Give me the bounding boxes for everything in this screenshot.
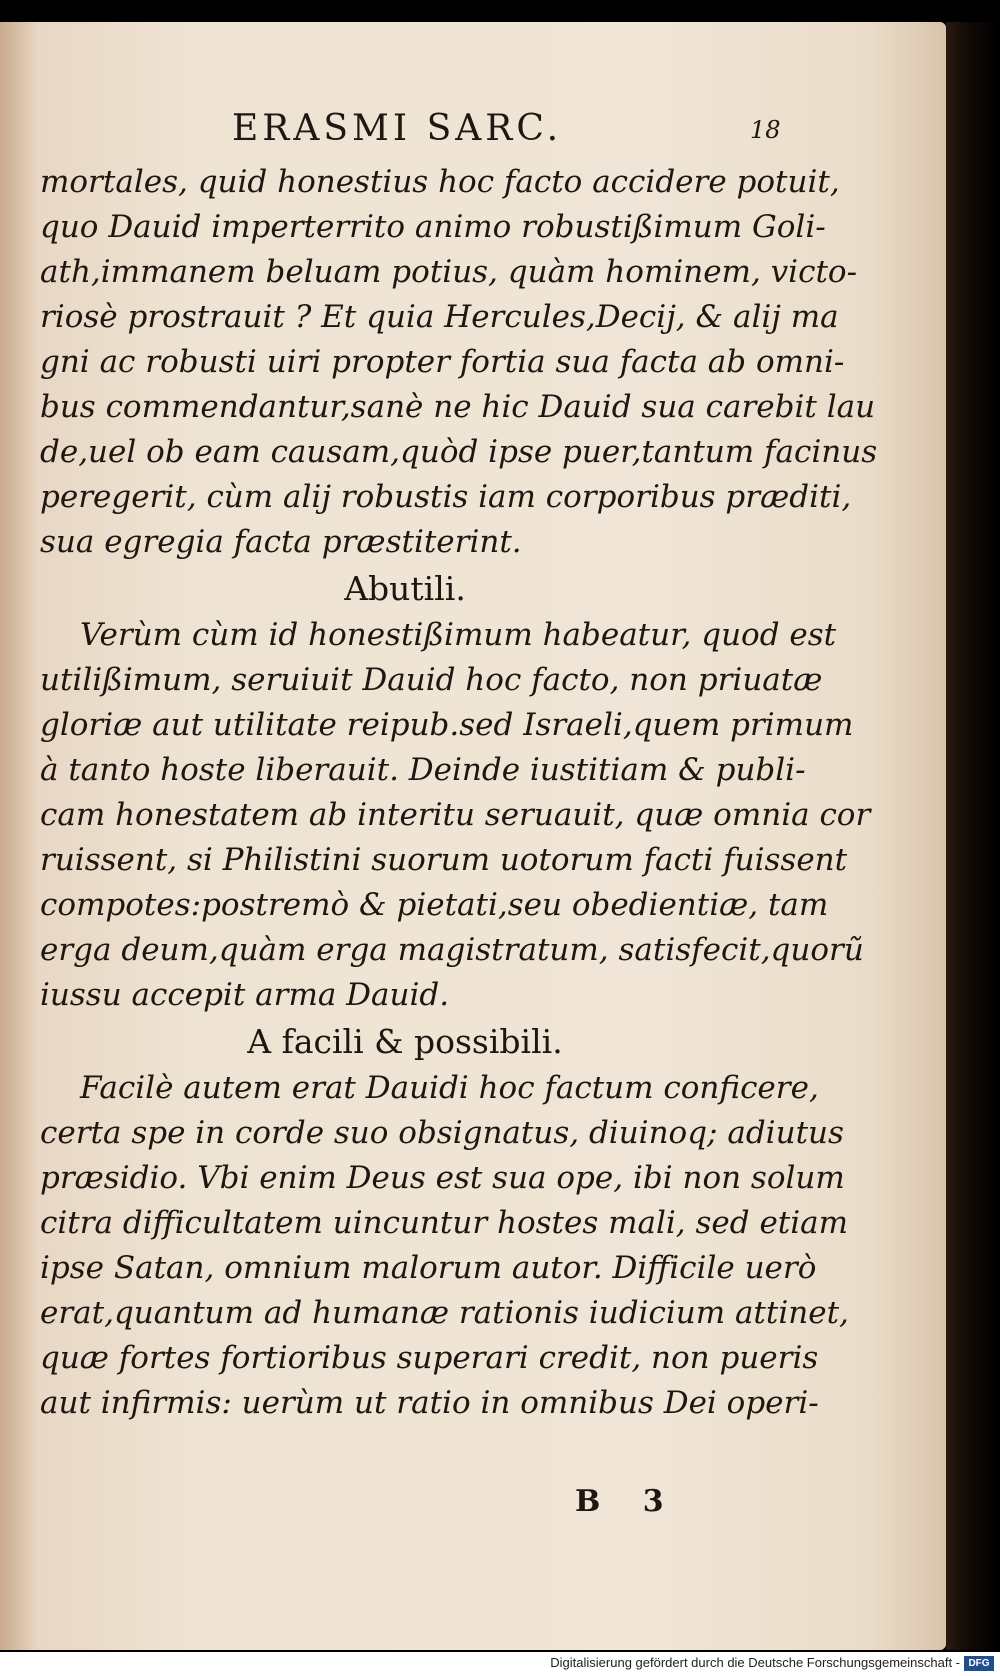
text-line: præsidio. Vbi enim Deus est sua ope, ibi non solum <box>40 1160 845 1196</box>
text-line: ath,immanem beluam potius, quàm hominem, victo- <box>40 254 858 290</box>
text-line: Verùm cùm id honestißimum habeatur, quod est <box>80 617 837 653</box>
page-header <box>0 90 946 150</box>
text-line: bus commendantur,sanè ne hic Dauid sua carebit lau <box>40 389 876 425</box>
text-line: de,uel ob eam causam,quòd ipse puer,tantum facinus <box>40 434 878 470</box>
text-line: à tanto hoste liberauit. Deinde iustitiam & publi- <box>40 752 806 788</box>
text-line: quo Dauid imperterrito animo robustißimum Goli- <box>40 209 826 245</box>
text-line: cam honestatem ab interitu seruauit, quæ omnia cor <box>40 797 871 833</box>
text-line: mortales, quid honestius hoc facto accidere potuit, <box>40 164 840 200</box>
text-line: riosè prostrauit ? Et quia Hercules,Decij, & alij ma <box>40 299 839 335</box>
text-line: Facilè autem erat Dauidi hoc factum conficere, <box>80 1070 819 1106</box>
dfg-credit-text: Digitalisierung gefördert durch die Deutsche Forschungsgemeinschaft - <box>550 1655 960 1670</box>
text-line: gni ac robusti uiri propter fortia sua facta ab omni- <box>40 344 845 380</box>
text-line: citra difficultatem uincuntur hostes mali, sed etiam <box>40 1205 849 1241</box>
text-line: peregerit, cùm alij robustis iam corporibus præditi, <box>40 479 852 515</box>
text-line: ipse Satan, omnium malorum autor. Difficile uerò <box>40 1250 817 1286</box>
section-heading: A facili & possibili. <box>247 1022 563 1061</box>
dfg-logo-icon: DFG <box>964 1656 994 1671</box>
text-line: ruissent, si Philistini suorum uotorum facti fuissent <box>40 842 848 878</box>
book-edge <box>946 22 1000 1650</box>
book-page-scan <box>0 22 946 1650</box>
text-line: gloriæ aut utilitate reipub.sed Israeli,quem primum <box>40 707 854 743</box>
folio-number: 18 <box>750 116 781 144</box>
text-line: compotes:postremò & pietati,seu obedientiæ, tam <box>40 887 829 923</box>
text-line: certa spe in corde suo obsignatus, diuinoq; adiutus <box>40 1115 844 1151</box>
text-line: iussu accepit arma Dauid. <box>40 977 450 1013</box>
text-line: aut infirmis: uerùm ut ratio in omnibus Dei operi- <box>40 1385 819 1421</box>
running-head: ERASMI SARC. <box>232 108 563 149</box>
section-heading: Abutili. <box>344 569 466 608</box>
credit-bar <box>0 1652 1000 1676</box>
text-line: erga deum,quàm erga magistratum, satisfecit,quorũ <box>40 932 864 968</box>
text-line: erat,quantum ad humanæ rationis iudicium attinet, <box>40 1295 849 1331</box>
text-line: utilißimum, seruiuit Dauid hoc facto, non priuatæ <box>40 662 823 698</box>
signature-mark: B 3 <box>575 1484 680 1519</box>
body-text <box>40 160 878 1426</box>
text-line: quæ fortes fortioribus superari credit, non pueris <box>40 1340 819 1376</box>
text-line: sua egregia facta præstiterint. <box>40 524 522 560</box>
